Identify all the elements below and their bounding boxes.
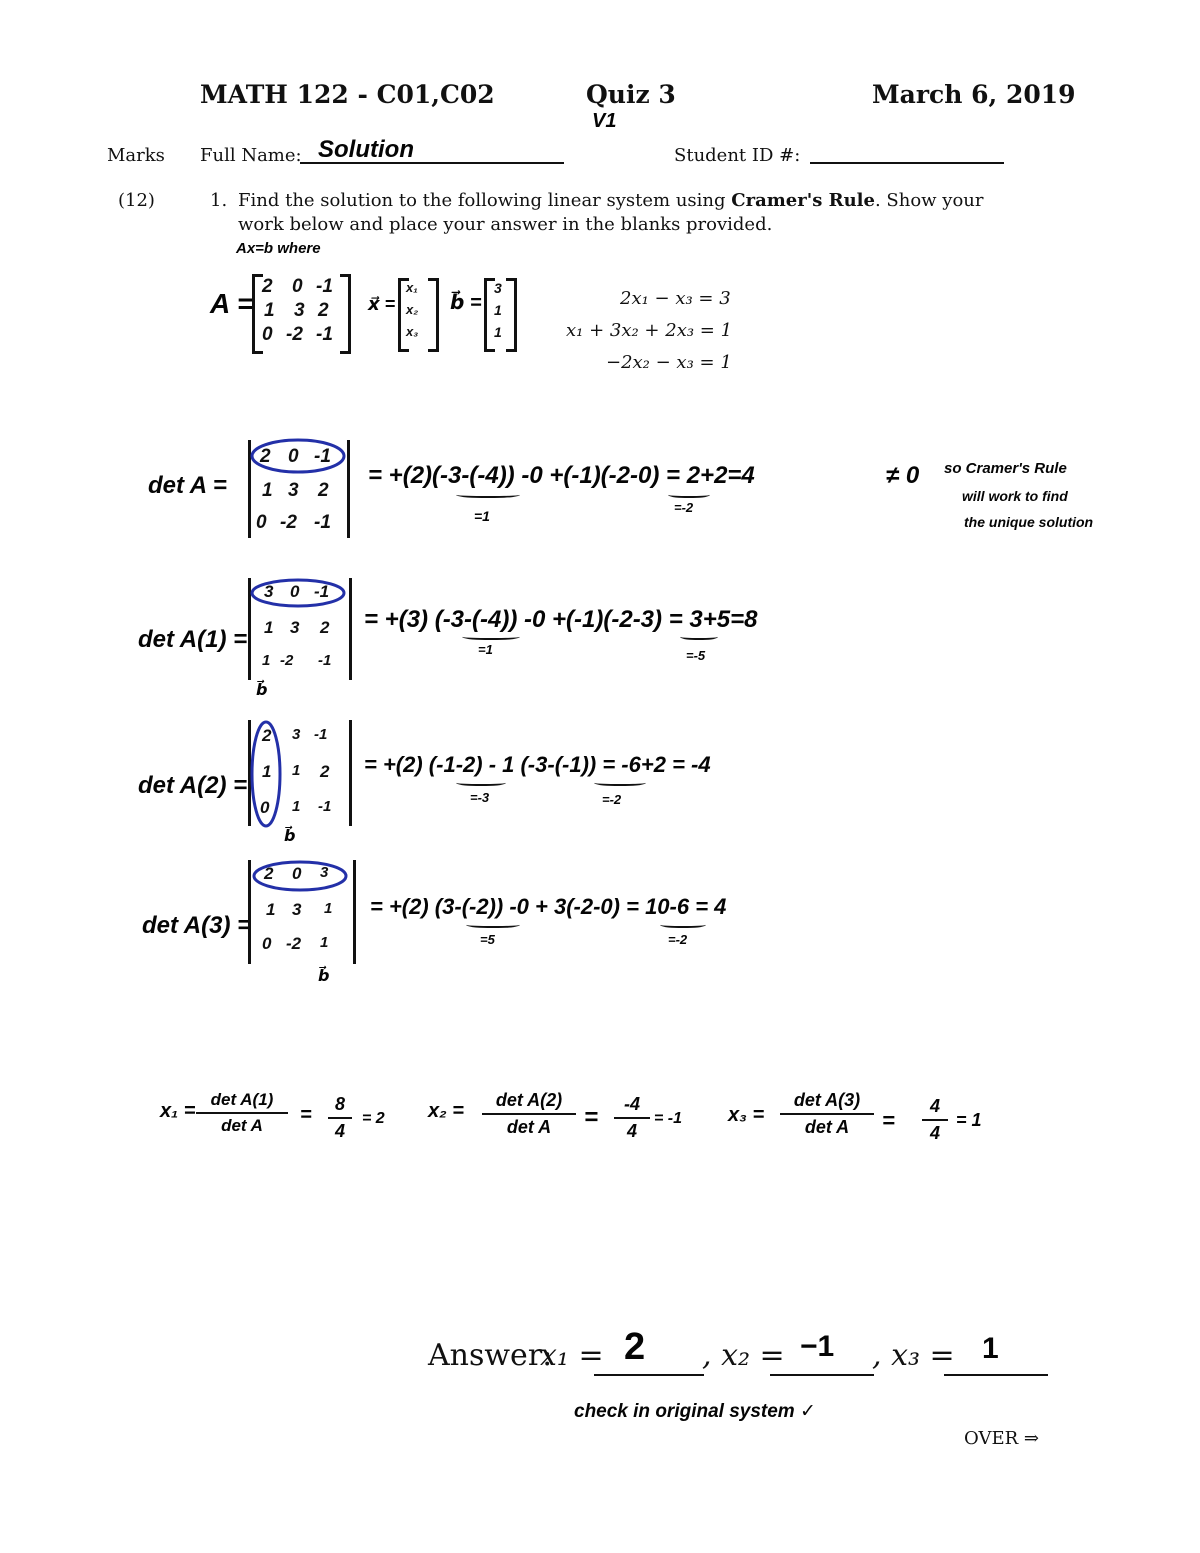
det-a2-cell: 1	[262, 762, 272, 781]
det-a-cell: -1	[314, 512, 331, 533]
matrix-a-cell: 3	[294, 300, 305, 321]
det-a1-label: det A(1) =	[138, 626, 248, 653]
question-text-line1: Find the solution to the following linear system using Cramer's Rule. Show your	[238, 190, 984, 211]
det-a2-label: det A(2) =	[138, 772, 248, 799]
result-x3-lhs: x₃ =	[728, 1104, 765, 1126]
result-x2-value: = -1	[654, 1110, 683, 1127]
det-a3-cell: 0	[262, 934, 272, 953]
det-a-note-2: will work to find	[962, 488, 1068, 504]
det-a2-under-2: =-2	[602, 792, 622, 807]
matrix-a-right-bracket	[340, 274, 351, 354]
matrix-a-cell: -1	[316, 276, 333, 297]
result-x1-fraction: det A(1) det A	[196, 1090, 288, 1136]
matrix-a-cell: 2	[262, 276, 273, 297]
result-x1-value-fraction: $\frac{8}{4}$	[328, 1094, 352, 1142]
result-x1-value: = 2	[362, 1110, 385, 1127]
det-a3-cell: 3	[292, 900, 302, 919]
answer-x3-blank	[944, 1374, 1048, 1376]
det-a3-cell: 1	[320, 934, 329, 951]
result-x1-lhs: x₁ =	[160, 1100, 196, 1122]
matrix-a-cell: 1	[264, 300, 275, 321]
det-a3-cell: -2	[286, 934, 302, 953]
answer-x1-label: x₁ =	[540, 1338, 604, 1373]
vector-x-label: x⃗ =	[368, 294, 396, 314]
vector-b-cell: 3	[494, 280, 502, 296]
det-a3-b-marker: b⃗	[318, 968, 330, 985]
result-x2-lhs: x₂ =	[428, 1100, 464, 1122]
result-x3-value-fraction: $\frac{4}{4}$	[922, 1096, 948, 1144]
det-a3-label: det A(3) =	[142, 912, 252, 939]
result-x1-eq: =	[300, 1104, 312, 1126]
det-a-under-1: =1	[474, 508, 490, 524]
det-a2-cell: 0	[260, 798, 270, 817]
system-equation-3: −2x₂ − x₃ = 1	[606, 352, 732, 373]
det-a-underbrace-1	[456, 490, 520, 498]
marks-label: Marks	[107, 145, 165, 166]
det-a-note-3: the unique solution	[964, 514, 1094, 530]
vector-b-cell: 1	[494, 324, 502, 340]
det-a1-cell: 0	[290, 582, 300, 601]
det-a3-cell: 0	[292, 864, 302, 883]
det-a2-cell: -1	[314, 726, 328, 743]
det-a2-under-1: =-3	[470, 790, 490, 805]
det-a-cell: -1	[314, 446, 331, 467]
answer-x2-blank	[770, 1374, 874, 1376]
det-a2-underbrace-2	[594, 778, 646, 786]
det-a1-under-2: =-5	[686, 648, 706, 663]
vector-b-label: b⃗ =	[450, 292, 482, 314]
system-equation-2: x₁ + 3x₂ + 2x₃ = 1	[566, 320, 733, 341]
det-a1-cell: 1	[264, 618, 274, 637]
question-text-line2: work below and place your answer in the blanks provided.	[238, 214, 773, 235]
det-a2-cell: 3	[292, 726, 301, 743]
det-a1-cell: -2	[280, 652, 294, 669]
det-a1-underbrace-2	[680, 632, 718, 640]
det-a2-underbrace-1	[456, 778, 506, 786]
course-title: MATH 122 - C01,C02	[200, 80, 495, 109]
det-a-cell: -2	[280, 512, 297, 533]
det-a-cell: 3	[288, 480, 299, 501]
full-name-value: Solution	[318, 136, 414, 163]
setup-note: Ax=b where	[236, 240, 321, 257]
matrix-a-label: A =	[210, 288, 254, 319]
det-a3-cell: 3	[320, 864, 329, 881]
result-x3-fraction: det A(3) det A	[780, 1090, 874, 1138]
det-a2-cell: 1	[292, 762, 301, 779]
det-a2-cell: 2	[262, 726, 272, 745]
det-a3-underbrace-1	[466, 920, 520, 928]
answer-x3-value: 1	[982, 1332, 999, 1365]
det-a3-cell: 2	[264, 864, 274, 883]
vector-x-cell: x₁	[406, 280, 418, 295]
system-equation-1: 2x₁ − x₃ = 3	[620, 288, 731, 309]
result-x3-value: = 1	[956, 1110, 982, 1130]
det-a3-cell: 1	[266, 900, 276, 919]
matrix-a-cell: -2	[286, 324, 303, 345]
det-a1-cell: 2	[320, 618, 330, 637]
det-a-cell: 2	[318, 480, 329, 501]
result-x3-eq: =	[882, 1108, 895, 1133]
det-a3-under-1: =5	[480, 932, 495, 947]
result-x2-value-fraction: $\frac{-4}{4}$	[614, 1094, 650, 1142]
vector-x-cell: x₃	[406, 324, 419, 339]
matrix-a-cell: 0	[262, 324, 273, 345]
question-number: 1.	[210, 190, 228, 211]
result-x2-fraction: det A(2) det A	[482, 1090, 576, 1138]
det-a-note-1: so Cramer's Rule	[944, 460, 1067, 477]
det-a3-cell: 1	[324, 900, 333, 917]
det-a1-cell: 1	[262, 652, 271, 669]
det-a2-cell: -1	[318, 798, 332, 815]
det-a1-cell: -1	[314, 582, 330, 601]
det-a2-cell: 1	[292, 798, 301, 815]
det-a3-under-2: =-2	[668, 932, 688, 947]
vector-b-cell: 1	[494, 302, 502, 318]
det-a1-expansion: = +(3) (-3-(-4)) -0 +(-1)(-2-3) = 3+5=8	[364, 606, 758, 633]
det-a3-expansion: = +(2) (3-(-2)) -0 + 3(-2-0) = 10-6 = 4	[370, 894, 727, 919]
det-a2-cell: 2	[320, 762, 330, 781]
answer-label: Answer:	[428, 1338, 553, 1373]
det-a-label: det A =	[148, 472, 227, 499]
vector-b-right-bracket	[506, 278, 517, 352]
det-a-cell: 1	[262, 480, 273, 501]
det-a3-underbrace-2	[660, 920, 706, 928]
matrix-a-cell: 2	[318, 300, 329, 321]
det-a1-cell: 3	[264, 582, 274, 601]
det-a-underbrace-2	[668, 490, 710, 498]
vector-x-cell: x₂	[406, 302, 419, 317]
det-a1-b-marker: b⃗	[256, 682, 268, 699]
answer-x2-value: −1	[800, 1330, 835, 1363]
det-a-cell: 2	[260, 446, 271, 467]
det-a2-expansion: = +(2) (-1-2) - 1 (-3-(-1)) = -6+2 = -4	[364, 752, 711, 777]
vector-x-right-bracket	[428, 278, 439, 352]
quiz-date: March 6, 2019	[872, 80, 1076, 109]
quiz-title: Quiz 3	[586, 80, 676, 109]
det-a1-cell: -1	[318, 652, 332, 669]
det-a-under-2: =-2	[674, 500, 694, 515]
student-id-line	[810, 162, 1004, 164]
answer-x1-blank	[594, 1374, 704, 1376]
student-id-label: Student ID #:	[674, 145, 801, 166]
check-note: check in original system ✓	[574, 1401, 816, 1422]
det-a1-under-1: =1	[478, 642, 493, 657]
quiz-version: V1	[592, 110, 617, 132]
det-a-expansion: = +(2)(-3-(-4)) -0 +(-1)(-2-0) = 2+2=4	[368, 462, 755, 489]
det-a-cell: 0	[256, 512, 267, 533]
det-a-nonzero: ≠ 0	[886, 462, 920, 489]
matrix-a-cell: -1	[316, 324, 333, 345]
over-indicator: OVER ⇒	[964, 1428, 1039, 1449]
det-a2-b-marker: b⃗	[284, 828, 296, 845]
question-marks: (12)	[118, 190, 155, 211]
full-name-label: Full Name:	[200, 145, 302, 166]
answer-x1-value: 2	[624, 1326, 646, 1368]
det-a1-cell: 3	[290, 618, 300, 637]
answer-x3-label: , x₃ =	[872, 1338, 955, 1373]
det-a1-underbrace-1	[462, 632, 520, 640]
result-x2-eq: =	[584, 1104, 599, 1131]
det-a-cell: 0	[288, 446, 299, 467]
matrix-a-cell: 0	[292, 276, 303, 297]
answer-x2-label: , x₂ =	[702, 1338, 785, 1373]
